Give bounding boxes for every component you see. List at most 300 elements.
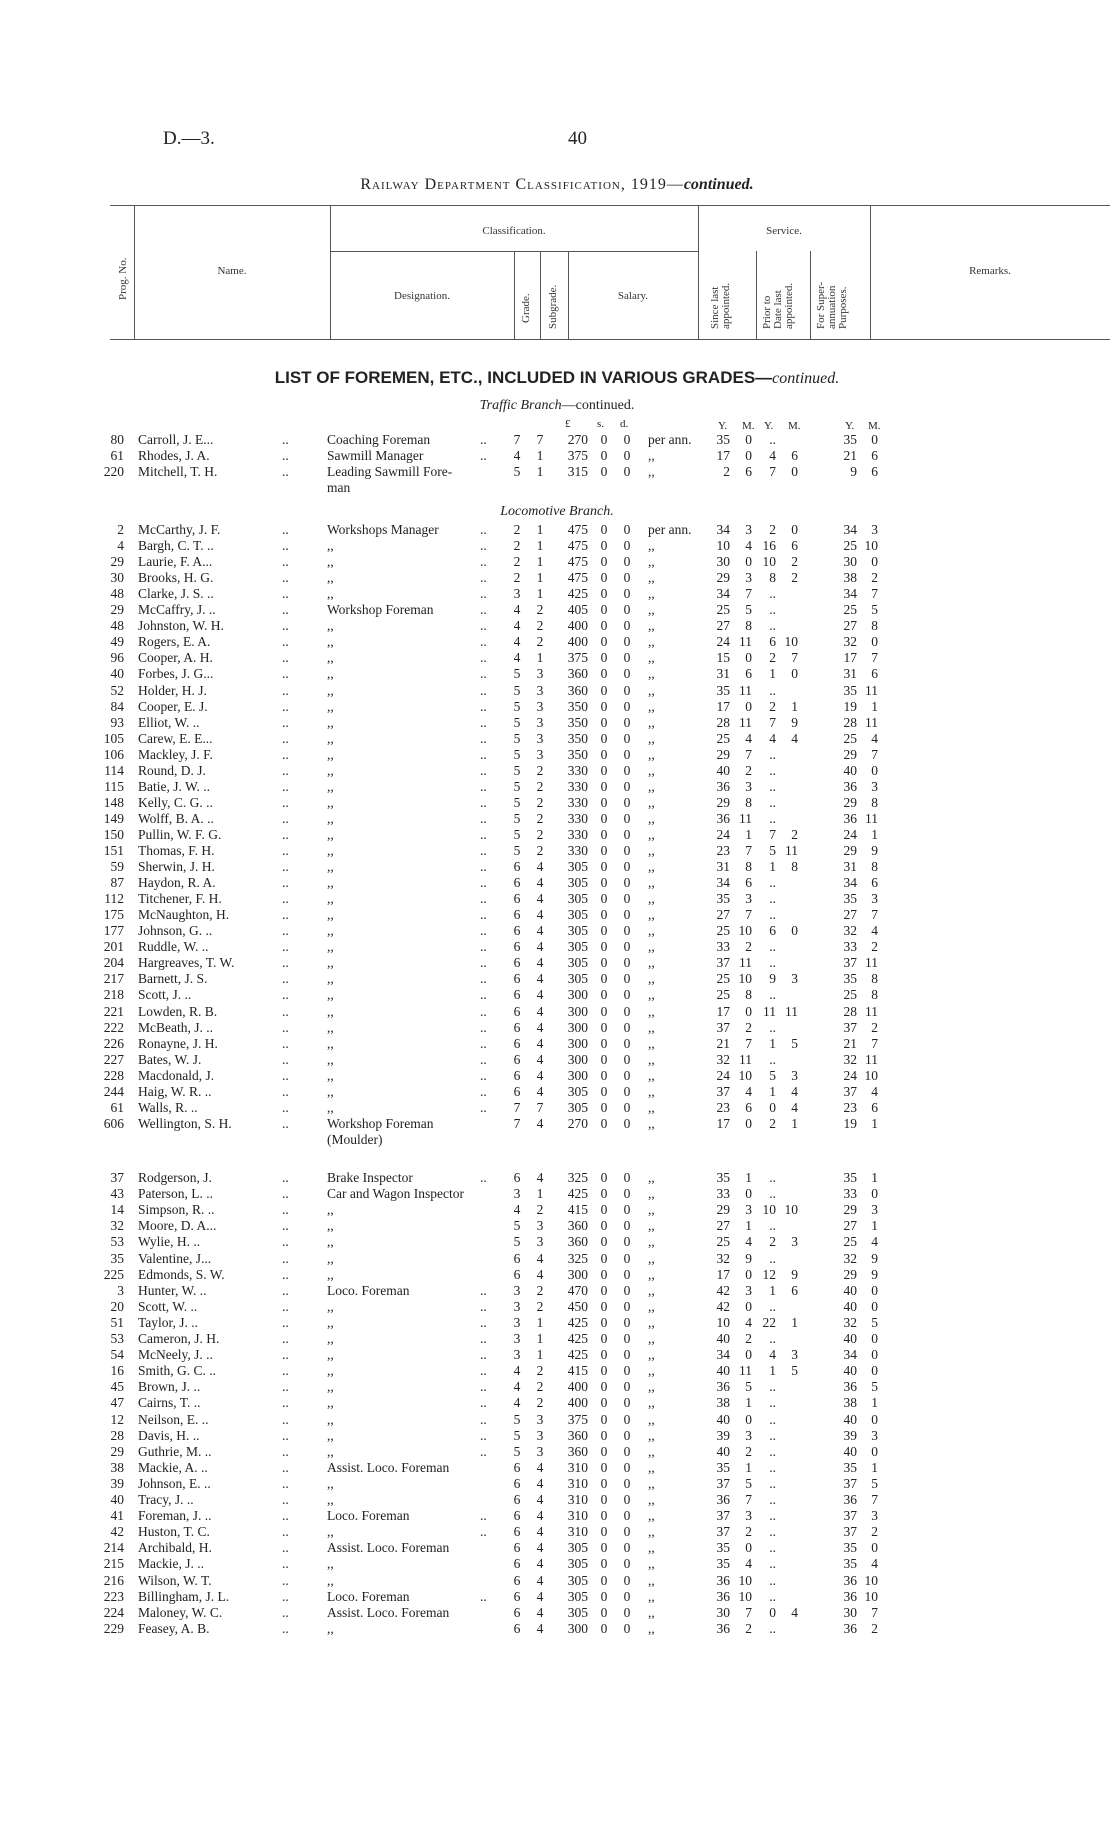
leader-dots: ..	[480, 923, 487, 939]
salary-pounds: 360	[567, 682, 588, 698]
prior-years: 16	[762, 538, 776, 554]
grade: 7	[513, 1115, 521, 1131]
since-months: 0	[745, 698, 752, 714]
subgrade: 2	[536, 1379, 544, 1395]
prior-years: ..	[769, 762, 776, 778]
table-row	[0, 650, 1114, 666]
designation: ,,	[327, 730, 334, 746]
salary-pence: 0	[623, 448, 631, 463]
subgrade: 4	[536, 907, 544, 923]
leader-dots: ..	[282, 1282, 289, 1298]
salary-pence: 0	[623, 955, 631, 971]
since-months: 4	[745, 1314, 752, 1330]
designation: ,,	[327, 618, 334, 634]
salary-pounds: 305	[567, 1099, 588, 1115]
prog-no: 59	[110, 859, 124, 875]
table-row	[0, 1444, 1114, 1460]
salary-pence: 0	[623, 1443, 631, 1459]
grade: 6	[513, 1475, 521, 1491]
since-years: 36	[716, 1572, 730, 1588]
prior-years: 7	[769, 826, 776, 842]
super-years: 40	[843, 1411, 857, 1427]
salary-pounds: 325	[567, 1170, 588, 1185]
subgrade: 3	[536, 714, 544, 730]
name: McNaughton, H.	[138, 907, 230, 923]
prog-no: 43	[110, 1186, 124, 1202]
designation: ,,	[327, 987, 334, 1003]
salary-period: ,,	[648, 1298, 655, 1314]
salary-pounds: 300	[567, 1051, 588, 1067]
subgrade: 3	[536, 746, 544, 762]
grade: 6	[513, 1604, 521, 1620]
salary-pounds: 475	[567, 570, 588, 586]
super-months: 5	[871, 1475, 878, 1491]
unit-months-2: M.	[788, 420, 801, 432]
salary-period: ,,	[648, 1524, 655, 1540]
leader-dots: ..	[282, 1540, 289, 1556]
designation: man	[327, 480, 351, 495]
prior-months: 10	[784, 634, 798, 650]
salary-pounds: 330	[567, 794, 588, 810]
since-months: 0	[745, 1347, 752, 1363]
prior-years: 7	[769, 464, 776, 479]
grade: 5	[513, 682, 521, 698]
list-heading-italic: continued.	[772, 370, 840, 387]
leader-dots: ..	[282, 1363, 289, 1379]
prior-years: 0	[769, 1604, 776, 1620]
salary-period: ,,	[648, 1556, 655, 1572]
salary-period: ,,	[648, 1492, 655, 1507]
salary-pence: 0	[623, 875, 631, 891]
grade: 5	[513, 843, 521, 858]
table-row	[0, 731, 1114, 747]
salary-pence: 0	[623, 1234, 631, 1250]
salary-pounds: 475	[567, 538, 588, 554]
since-months: 7	[745, 907, 752, 923]
name: Haydon, R. A.	[138, 875, 216, 891]
subgrade: 1	[536, 1186, 544, 1202]
since-years: 25	[716, 987, 730, 1003]
since-months: 4	[745, 538, 752, 554]
salary-period: ,,	[648, 666, 655, 682]
salary-shillings: 0	[600, 987, 608, 1003]
leader-dots: ..	[282, 1524, 289, 1540]
name: Walls, R. ..	[138, 1099, 198, 1115]
designation: ,,	[327, 666, 334, 682]
since-years: 31	[716, 666, 730, 682]
designation: Assist. Loco. Foreman	[327, 1540, 450, 1556]
prog-no: 52	[110, 682, 124, 698]
super-months: 3	[871, 1202, 878, 1218]
name: Rogers, E. A.	[138, 634, 211, 650]
grade: 5	[513, 1234, 521, 1250]
since-months: 1	[745, 1459, 752, 1475]
salary-pence: 0	[623, 538, 631, 554]
leader-dots: ..	[282, 1266, 289, 1282]
since-years: 25	[716, 602, 730, 618]
super-months: 0	[871, 554, 878, 570]
salary-pence: 0	[623, 1427, 631, 1443]
name: McCaffry, J. ..	[138, 602, 216, 618]
salary-pounds: 350	[567, 698, 588, 714]
prior-years: 1	[769, 1083, 776, 1099]
table-row	[0, 586, 1114, 602]
grade: 6	[513, 1035, 521, 1051]
since-months: 7	[745, 586, 752, 602]
prior-years: ..	[769, 1459, 776, 1475]
salary-pence: 0	[623, 1202, 631, 1218]
since-months: 1	[745, 1395, 752, 1411]
salary-pounds: 350	[567, 714, 588, 730]
salary-shillings: 0	[600, 714, 608, 730]
super-months: 7	[871, 586, 878, 602]
since-years: 25	[716, 971, 730, 987]
salary-pence: 0	[623, 1395, 631, 1411]
leader-dots: ..	[282, 826, 289, 842]
prog-no: 114	[104, 762, 124, 778]
prior-months: 6	[791, 1282, 798, 1298]
name: Wellington, S. H.	[138, 1115, 232, 1131]
grade: 6	[513, 1459, 521, 1475]
leader-dots: ..	[282, 1411, 289, 1427]
salary-pounds: 300	[567, 1266, 588, 1282]
salary-shillings: 0	[600, 1443, 608, 1459]
designation: ,,	[327, 923, 334, 939]
name: Wolff, B. A. ..	[138, 810, 214, 826]
table-row	[0, 1283, 1114, 1299]
leader-dots: ..	[282, 1099, 289, 1115]
table-row	[0, 522, 1114, 538]
leader-dots: ..	[282, 1186, 289, 1202]
prior-years: 2	[769, 1115, 776, 1131]
table-row	[0, 859, 1114, 875]
super-years: 29	[843, 1266, 857, 1282]
leader-dots: ..	[480, 1003, 487, 1019]
designation: ,,	[327, 1556, 334, 1572]
super-years: 32	[843, 634, 857, 650]
designation: Sawmill Manager	[327, 448, 424, 463]
table-row	[0, 1100, 1114, 1116]
prior-months: 6	[791, 448, 798, 463]
since-years: 29	[716, 1202, 730, 1218]
grade: 2	[513, 538, 521, 554]
salary-period: ,,	[648, 1067, 655, 1083]
unit-pound: £	[565, 418, 571, 430]
salary-pounds: 400	[567, 1395, 588, 1411]
super-months: 6	[871, 666, 878, 682]
designation: Workshop Foreman	[327, 602, 434, 618]
prog-no: 32	[110, 1218, 124, 1234]
prog-no: 223	[103, 1588, 124, 1604]
super-years: 38	[843, 1395, 857, 1411]
table-row	[0, 1116, 1114, 1132]
super-months: 4	[871, 1556, 878, 1572]
prog-no: 226	[103, 1035, 124, 1051]
since-months: 0	[745, 1298, 752, 1314]
name: Tracy, J. ..	[138, 1492, 194, 1507]
designation: ,,	[327, 1427, 334, 1443]
super-months: 9	[871, 1250, 878, 1266]
leader-dots: ..	[282, 464, 289, 479]
since-months: 5	[745, 1379, 752, 1395]
leader-dots: ..	[480, 987, 487, 1003]
since-months: 2	[745, 939, 752, 955]
salary-pounds: 360	[567, 1443, 588, 1459]
prior-months: 3	[791, 971, 798, 987]
salary-shillings: 0	[600, 1218, 608, 1234]
leader-dots: ..	[480, 939, 487, 955]
prog-no: 4	[117, 538, 124, 554]
salary-period: ,,	[648, 891, 655, 907]
name: Carew, E. E...	[138, 730, 213, 746]
salary-shillings: 0	[600, 1508, 608, 1524]
super-years: 40	[843, 1443, 857, 1459]
leader-dots: ..	[282, 650, 289, 666]
salary-shillings: 0	[600, 554, 608, 570]
salary-pence: 0	[623, 923, 631, 939]
header-salary: Salary.	[617, 290, 649, 302]
table-row	[0, 1234, 1114, 1250]
designation: ,,	[327, 554, 334, 570]
leader-dots: ..	[282, 1234, 289, 1250]
subgrade: 2	[536, 843, 544, 858]
prior-months: 3	[791, 1234, 798, 1250]
prog-no: 106	[103, 746, 124, 762]
since-years: 37	[716, 1524, 730, 1540]
header-name: Name.	[217, 265, 247, 277]
super-months: 10	[864, 1572, 878, 1588]
subgrade: 4	[536, 923, 544, 939]
prior-years: 10	[762, 1202, 776, 1218]
salary-shillings: 0	[600, 1363, 608, 1379]
grade: 6	[513, 1003, 521, 1019]
since-months: 4	[745, 1234, 752, 1250]
super-years: 25	[843, 987, 857, 1003]
super-months: 10	[864, 1067, 878, 1083]
name: Billingham, J. L.	[138, 1588, 230, 1604]
salary-pence: 0	[623, 554, 631, 570]
since-months: 0	[745, 1003, 752, 1019]
leader-dots: ..	[480, 1331, 487, 1346]
name: Holder, H. J.	[138, 682, 207, 698]
since-months: 6	[745, 666, 752, 682]
salary-pounds: 425	[567, 1186, 588, 1202]
prog-no: 175	[103, 907, 124, 923]
salary-period: ,,	[648, 1427, 655, 1443]
salary-shillings: 0	[600, 1202, 608, 1218]
super-years: 34	[843, 875, 857, 891]
super-years: 17	[843, 650, 857, 666]
since-years: 31	[716, 859, 730, 875]
salary-pence: 0	[623, 1588, 631, 1604]
since-months: 4	[745, 1556, 752, 1572]
salary-shillings: 0	[600, 1427, 608, 1443]
prior-years: 12	[762, 1266, 776, 1282]
leader-dots: ..	[282, 1508, 289, 1524]
salary-pence: 0	[623, 1620, 631, 1636]
leader-dots: ..	[480, 730, 487, 746]
page-reference: D.—3.	[163, 128, 215, 149]
table-row	[0, 1508, 1114, 1524]
table-row	[0, 811, 1114, 827]
salary-shillings: 0	[600, 586, 608, 602]
name: Archibald, H.	[138, 1540, 212, 1556]
super-months: 1	[871, 826, 878, 842]
name: Simpson, R. ..	[138, 1202, 215, 1218]
super-years: 37	[843, 1508, 857, 1524]
since-years: 21	[716, 1035, 730, 1051]
subgrade: 4	[536, 1588, 544, 1604]
salary-pence: 0	[623, 810, 631, 826]
table-row	[0, 1556, 1114, 1572]
prog-no: 28	[110, 1427, 124, 1443]
designation: ,,	[327, 1443, 334, 1459]
subgrade: 1	[536, 554, 544, 570]
prior-months: 4	[791, 1083, 798, 1099]
prog-no: 39	[110, 1475, 124, 1491]
grade: 5	[513, 810, 521, 826]
subgrade: 4	[536, 1620, 544, 1636]
prior-months: 0	[791, 522, 798, 537]
salary-pence: 0	[623, 1604, 631, 1620]
salary-shillings: 0	[600, 778, 608, 794]
leader-dots: ..	[480, 522, 487, 537]
salary-period: ,,	[648, 1266, 655, 1282]
prog-no: 37	[110, 1170, 124, 1185]
name: Scott, J. ..	[138, 987, 192, 1003]
salary-shillings: 0	[600, 1572, 608, 1588]
subgrade: 3	[536, 1218, 544, 1234]
since-months: 3	[745, 570, 752, 586]
super-years: 39	[843, 1427, 857, 1443]
since-months: 6	[745, 464, 752, 479]
salary-pence: 0	[623, 1266, 631, 1282]
salary-period: ,,	[648, 1170, 655, 1185]
designation: ,,	[327, 1051, 334, 1067]
prog-no: 16	[110, 1363, 124, 1379]
salary-pounds: 305	[567, 1588, 588, 1604]
super-months: 9	[871, 843, 878, 858]
salary-period: ,,	[648, 875, 655, 891]
table-row	[0, 1395, 1114, 1411]
super-years: 36	[843, 1588, 857, 1604]
designation: Car and Wagon Inspector	[327, 1186, 464, 1202]
designation: ,,	[327, 1363, 334, 1379]
super-months: 9	[871, 1266, 878, 1282]
super-years: 32	[843, 1250, 857, 1266]
subgrade: 4	[536, 987, 544, 1003]
designation: ,,	[327, 810, 334, 826]
super-months: 0	[871, 1331, 878, 1346]
prior-years: 0	[769, 1099, 776, 1115]
name: Scott, W. ..	[138, 1298, 198, 1314]
leader-dots: ..	[282, 778, 289, 794]
since-years: 39	[716, 1427, 730, 1443]
salary-period: ,,	[648, 1363, 655, 1379]
super-months: 4	[871, 1083, 878, 1099]
salary-period: ,,	[648, 923, 655, 939]
since-months: 3	[745, 1427, 752, 1443]
leader-dots: ..	[480, 1051, 487, 1067]
salary-pounds: 305	[567, 939, 588, 955]
leader-dots: ..	[282, 1003, 289, 1019]
super-months: 11	[865, 1003, 878, 1019]
super-years: 28	[843, 1003, 857, 1019]
salary-period: ,,	[648, 1443, 655, 1459]
super-months: 2	[871, 570, 878, 586]
super-years: 36	[843, 1572, 857, 1588]
leader-dots: ..	[282, 1588, 289, 1604]
salary-pence: 0	[623, 570, 631, 586]
salary-shillings: 0	[600, 971, 608, 987]
super-months: 0	[871, 1540, 878, 1556]
super-months: 3	[871, 1427, 878, 1443]
leader-dots: ..	[480, 586, 487, 602]
leader-dots: ..	[480, 1395, 487, 1411]
subgrade: 3	[536, 666, 544, 682]
since-years: 2	[723, 464, 730, 479]
since-months: 7	[745, 746, 752, 762]
salary-pence: 0	[623, 1492, 631, 1507]
since-years: 28	[716, 714, 730, 730]
leader-dots: ..	[480, 1508, 487, 1524]
super-months: 6	[871, 875, 878, 891]
prior-years: ..	[769, 1170, 776, 1185]
name: Feasey, A. B.	[138, 1620, 210, 1636]
prior-years: 4	[769, 448, 776, 463]
prior-years: ..	[769, 875, 776, 891]
designation: ,,	[327, 1250, 334, 1266]
prog-no: 48	[110, 618, 124, 634]
prog-no: 29	[110, 1443, 124, 1459]
grade: 4	[513, 1379, 521, 1395]
salary-shillings: 0	[600, 1475, 608, 1491]
designation: ,,	[327, 1019, 334, 1035]
salary-pounds: 300	[567, 987, 588, 1003]
designation: ,,	[327, 1298, 334, 1314]
salary-pounds: 305	[567, 1540, 588, 1556]
prior-years: ..	[769, 602, 776, 618]
prog-no: 29	[110, 554, 124, 570]
leader-dots: ..	[480, 1524, 487, 1540]
salary-pounds: 330	[567, 843, 588, 858]
designation: ,,	[327, 1218, 334, 1234]
salary-pounds: 375	[567, 1411, 588, 1427]
designation: ,,	[327, 714, 334, 730]
grade: 5	[513, 730, 521, 746]
subgrade: 2	[536, 794, 544, 810]
super-months: 7	[871, 746, 878, 762]
since-months: 2	[745, 1524, 752, 1540]
super-months: 7	[871, 907, 878, 923]
salary-shillings: 0	[600, 1331, 608, 1346]
designation: ,,	[327, 794, 334, 810]
designation: ,,	[327, 1331, 334, 1346]
leader-dots: ..	[480, 1427, 487, 1443]
prog-no: 40	[110, 666, 124, 682]
grade: 6	[513, 1051, 521, 1067]
name: Maloney, W. C.	[138, 1604, 223, 1620]
leader-dots: ..	[480, 1314, 487, 1330]
subgrade: 2	[536, 778, 544, 794]
salary-period: ,,	[648, 1186, 655, 1202]
leader-dots: ..	[480, 650, 487, 666]
table-row	[0, 875, 1114, 891]
designation: ,,	[327, 875, 334, 891]
prior-years: ..	[769, 1218, 776, 1234]
grade: 6	[513, 1250, 521, 1266]
designation: Loco. Foreman	[327, 1508, 410, 1524]
